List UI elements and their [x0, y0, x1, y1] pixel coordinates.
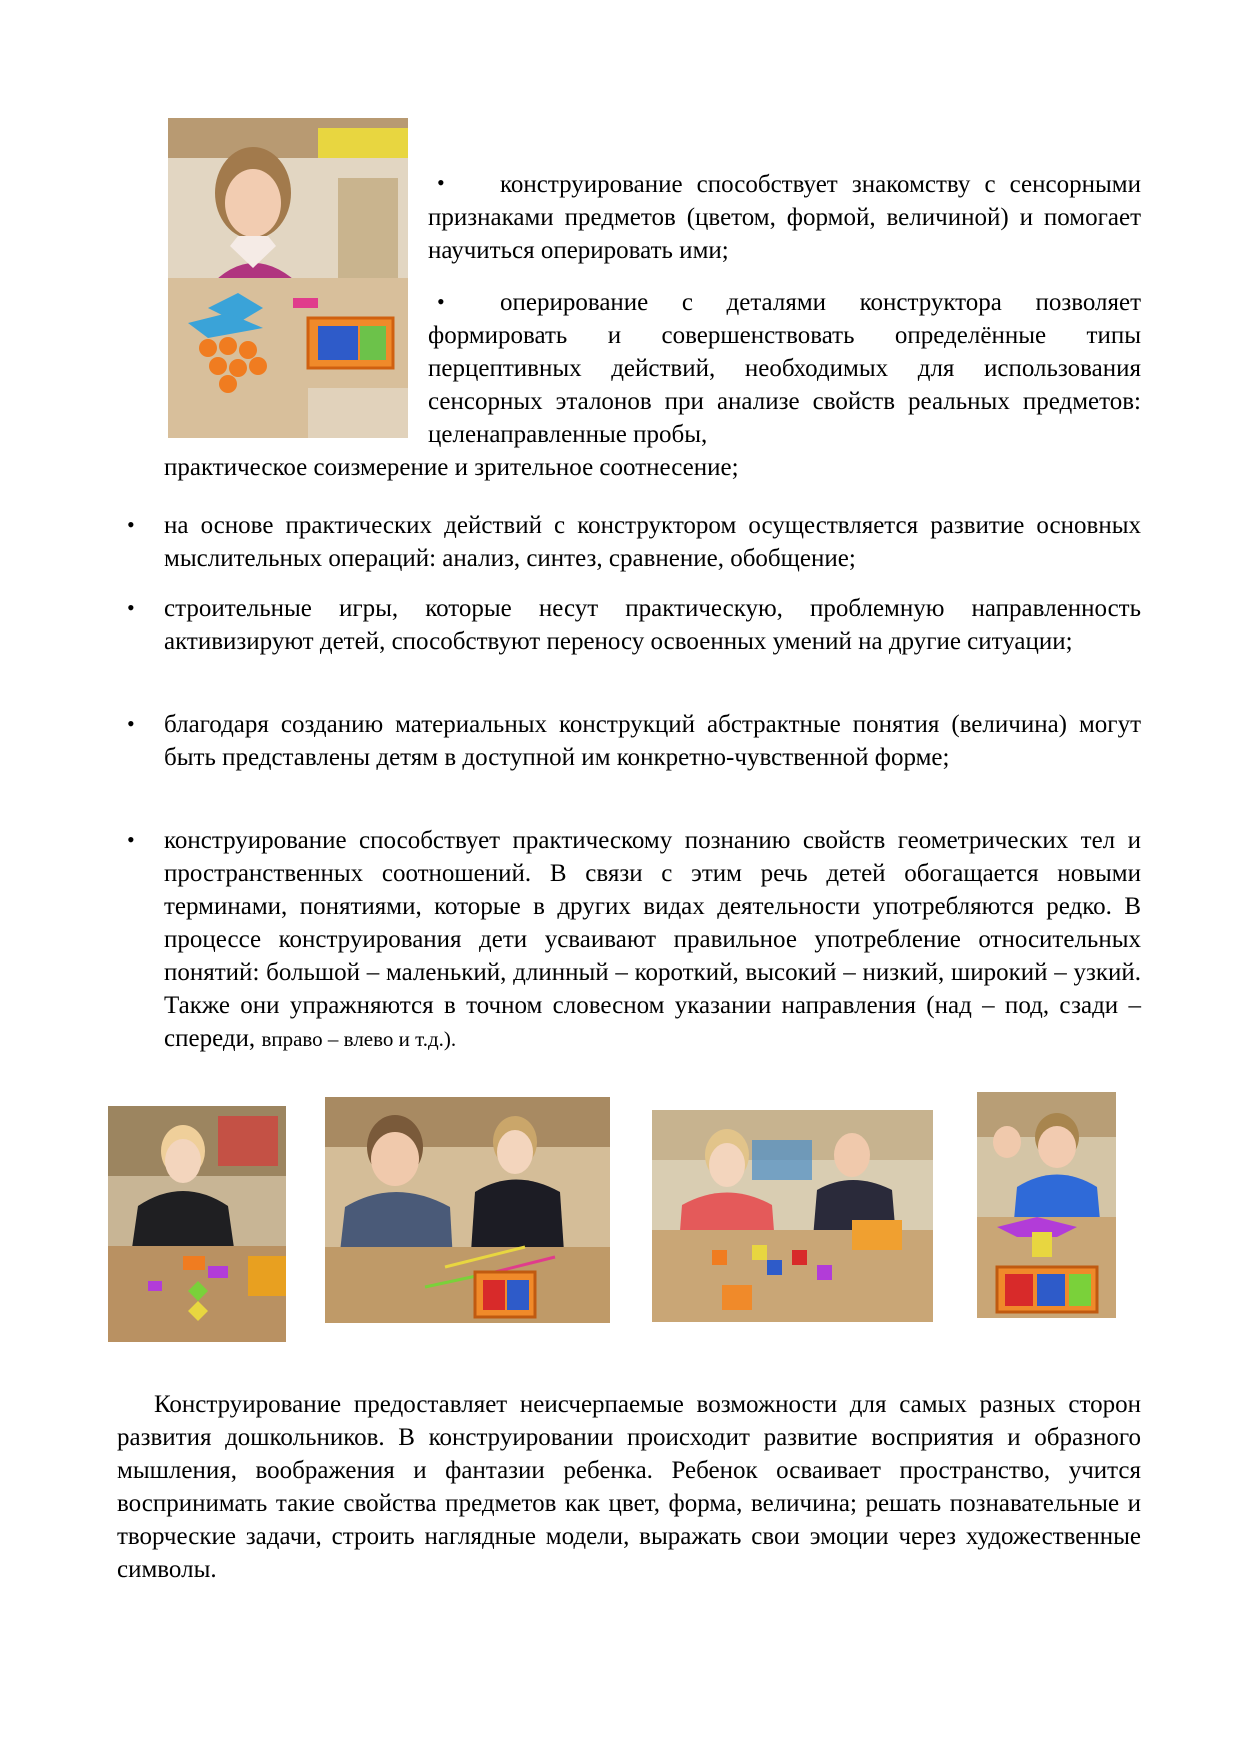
photo-two-children-sticks — [325, 1097, 610, 1323]
bullet-text: благодаря созданию материальных конструкций абстрактные понятия (величина) могут быть представлены детям в доступной им конкретно-чувственной форме; — [164, 711, 1141, 771]
photo-girl-at-table — [108, 1106, 286, 1342]
bullet-text: конструирование способствует практическому познанию свойств геометрических тел и пространственных соотношений. В связи с этим речь детей обогащается новыми терминами, понятиями, которые в других видах деятельности употребляются редко. В процессе конструирования дети усваивают правильное употребление относительных понятий: большой – маленький, длинный – короткий, высокий – низкий, широкий – узкий. Также они упражняются в точном словесном указании направления (над – под, сзади – спереди, вправо – влево и т.д.). — [164, 827, 1141, 1052]
bullet-marker: • — [127, 711, 135, 736]
bullet-marker: • — [127, 827, 135, 852]
bullet-text: на основе практических действий с конструктором осуществляется развитие основных мыслительных операций: анализ, синтез, сравнение, обобщение; — [164, 512, 1141, 572]
photo-girl-with-shapes — [168, 118, 408, 438]
bullet-marker: • — [437, 289, 445, 314]
closing-paragraph: Конструирование предоставляет неисчерпаемые возможности для самых разных сторон развития дошкольников. В конструировании происходит развитие восприятия и образного мышления, воображения и фантазии ребенка. Ребенок осваивает пространство, учится воспринимать такие свойства предметов как цвет, форма, величина; решать познавательные и творческие задачи, строить наглядные модели, выражать свои эмоции через художественные символы. — [117, 1391, 1141, 1583]
bullet-text-small: вправо – влево и т.д.). — [261, 1027, 457, 1051]
photo-girl-and-boy-shapes — [652, 1110, 933, 1322]
bullet-marker: • — [127, 512, 135, 537]
photo-boy-with-pattern — [977, 1092, 1116, 1318]
bullet-text: оперирование с деталями конструктора позволяет формировать и совершенствовать определённые типы перцептивных действий, необходимых для использования сенсорных эталонов при анализе свойств реальных предметов: целенаправленные пробы, — [428, 289, 1141, 448]
bullet-text: конструирование способствует знакомству с сенсорными признаками предметов (цветом, формой, величиной) и помогает научиться оперировать ими; — [428, 171, 1141, 264]
bullet-marker: • — [437, 170, 445, 195]
bullet-text: строительные игры, которые несут практическую, проблемную направленность активизируют детей, способствуют переносу освоенных умений на другие ситуации; — [164, 595, 1141, 655]
bullet-text-continued: практическое соизмерение и зрительное соотнесение; — [164, 454, 739, 481]
bullet-marker: • — [127, 595, 135, 620]
